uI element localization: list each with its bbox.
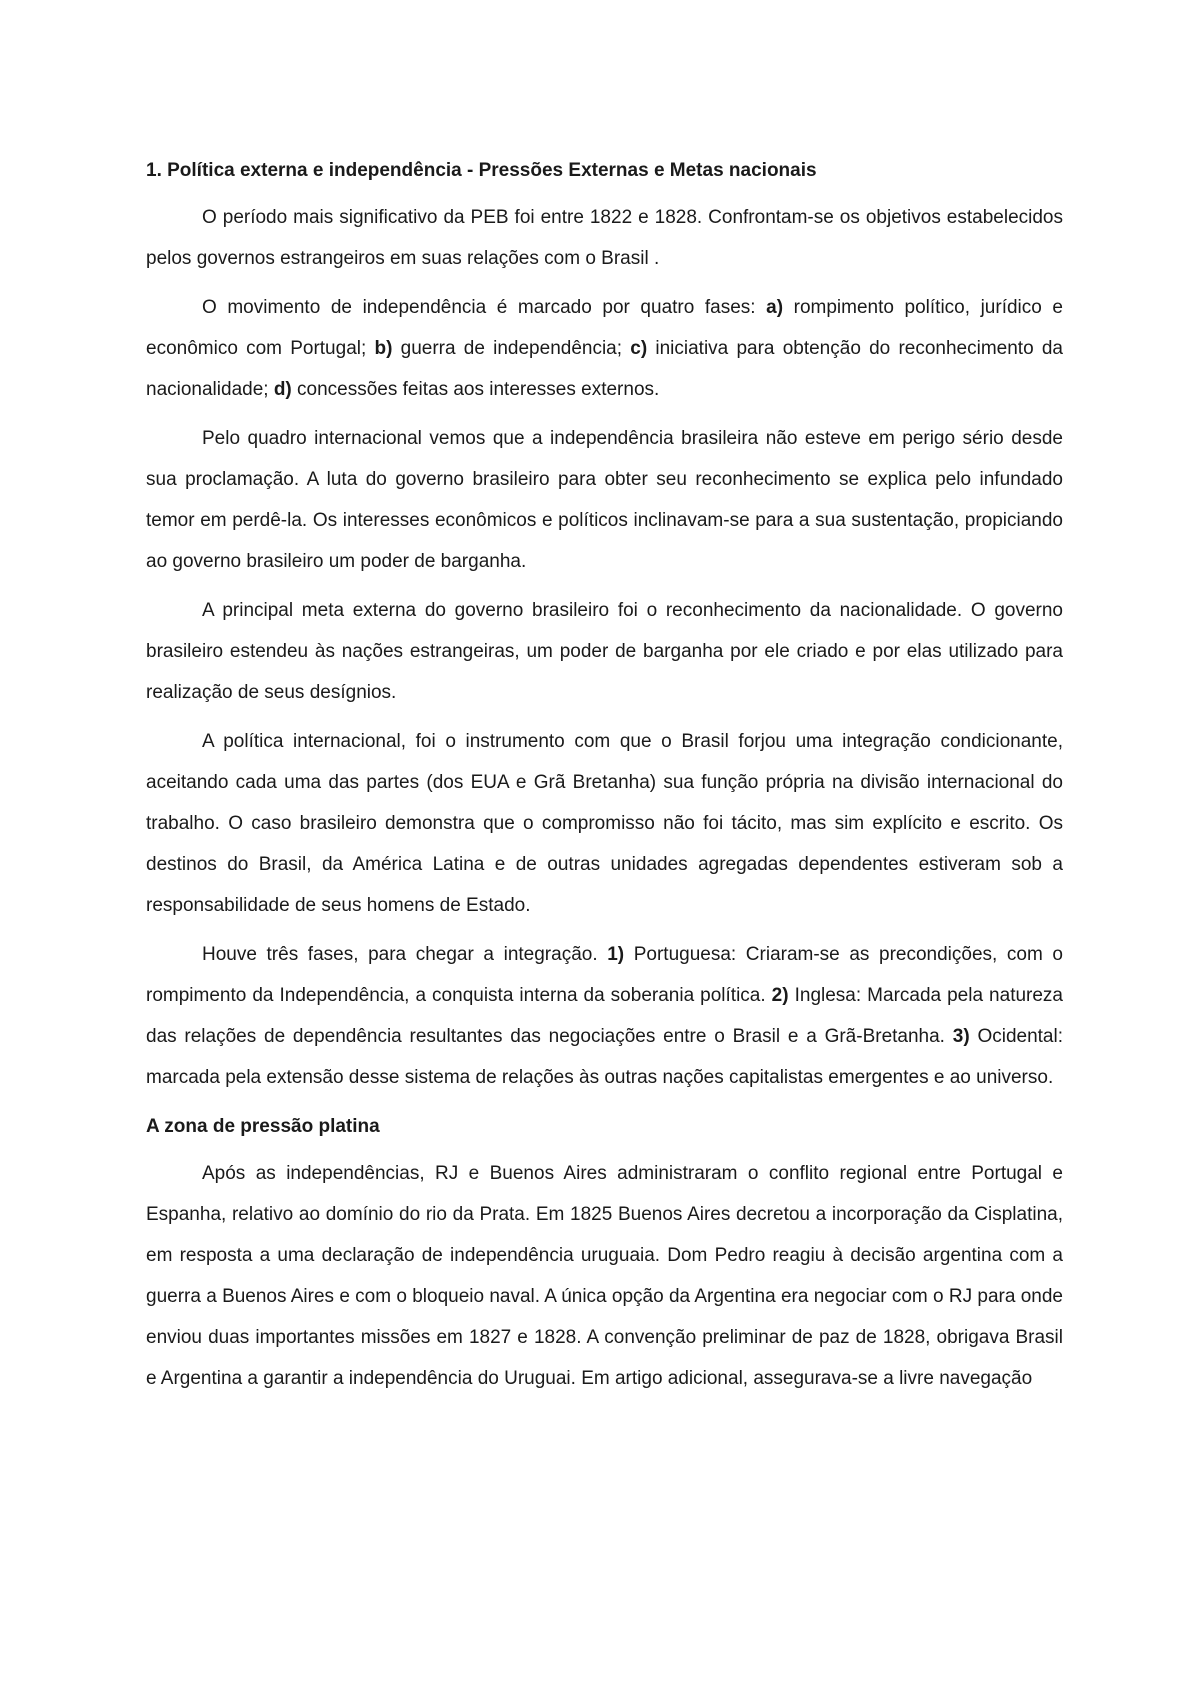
- subsection-title: A zona de pressão platina: [146, 1116, 380, 1137]
- paragraph-6: [146, 934, 1063, 1098]
- paragraph-6-intro: Houve três fases, para chegar a integração.: [202, 944, 608, 965]
- item-b-text: guerra de independência;: [392, 338, 631, 359]
- phase-1-text: Portuguesa: Criaram-se as precondições, com o rompimento da Independência, a conquista interna da soberania política.: [146, 944, 1063, 1006]
- item-a-label: a): [766, 297, 784, 318]
- item-b-label: b): [374, 338, 393, 359]
- phase-2-label: 2): [771, 985, 789, 1006]
- phase-3-label: 3): [952, 1026, 970, 1047]
- item-c-text: iniciativa para obtenção do reconhecimento da nacionalidade;: [146, 338, 1063, 400]
- item-d-text: concessões feitas aos interesses externos.: [291, 379, 660, 400]
- paragraph-1: O período mais significativo da PEB foi entre 1822 e 1828. Confrontam-se os objetivos estabelecidos pelos governos estrangeiros em suas relações com o Brasil .: [146, 207, 1063, 269]
- item-a-text: rompimento político, jurídico e econômico com Portugal;: [146, 297, 1063, 359]
- item-c-label: c): [630, 338, 648, 359]
- paragraph-3: Pelo quadro internacional vemos que a independência brasileira não esteve em perigo sério desde sua proclamação. A luta do governo brasileiro para obter seu reconhecimento se explica pelo infundado temor em perdê-la. Os interesses econômicos e políticos inclinavam-se para a sua sustentação, propiciando ao governo brasileiro um poder de barganha.: [146, 428, 1063, 572]
- paragraph-2: [146, 287, 1063, 410]
- paragraph-7: Após as independências, RJ e Buenos Aires administraram o conflito regional entre Portugal e Espanha, relativo ao domínio do rio da Prata. Em 1825 Buenos Aires decretou a incorporação da Cisplatina, em resposta a uma declaração de independência uruguaia. Dom Pedro reagiu à decisão argentina com a guerra a Buenos Aires e com o bloqueio naval. A única opção da Argentina era negociar com o RJ para onde enviou duas importantes missões em 1827 e 1828. A convenção preliminar de paz de 1828, obrigava Brasil e Argentina a garantir a independência do Uruguai. Em artigo adicional, assegurava-se a livre navegação: [146, 1163, 1063, 1389]
- paragraph-2-intro: O movimento de independência é marcado por quatro fases:: [202, 297, 767, 318]
- phase-1-label: 1): [607, 944, 625, 965]
- paragraph-5: A política internacional, foi o instrumento com que o Brasil forjou uma integração condicionante, aceitando cada uma das partes (dos EUA e Grã Bretanha) sua função própria na divisão internacional do trabalho. O caso brasileiro demonstra que o compromisso não foi tácito, mas sim explícito e escrito. Os destinos do Brasil, da América Latina e de outras unidades agregadas dependentes estiveram sob a responsabilidade de seus homens de Estado.: [146, 731, 1063, 916]
- item-d-label: d): [273, 379, 292, 400]
- phase-2-text: Inglesa: Marcada pela natureza das relações de dependência resultantes das negociações entre o Brasil e a Grã-Bretanha.: [146, 985, 1063, 1047]
- phase-3-text: Ocidental: marcada pela extensão desse sistema de relações às outras nações capitalistas emergentes e ao universo.: [146, 1026, 1063, 1088]
- section-title: 1. Política externa e independência - Pressões Externas e Metas nacionais: [146, 160, 817, 181]
- paragraph-4: A principal meta externa do governo brasileiro foi o reconhecimento da nacionalidade. O governo brasileiro estendeu às nações estrangeiras, um poder de barganha por ele criado e por elas utilizado para realização de seus desígnios.: [146, 600, 1063, 703]
